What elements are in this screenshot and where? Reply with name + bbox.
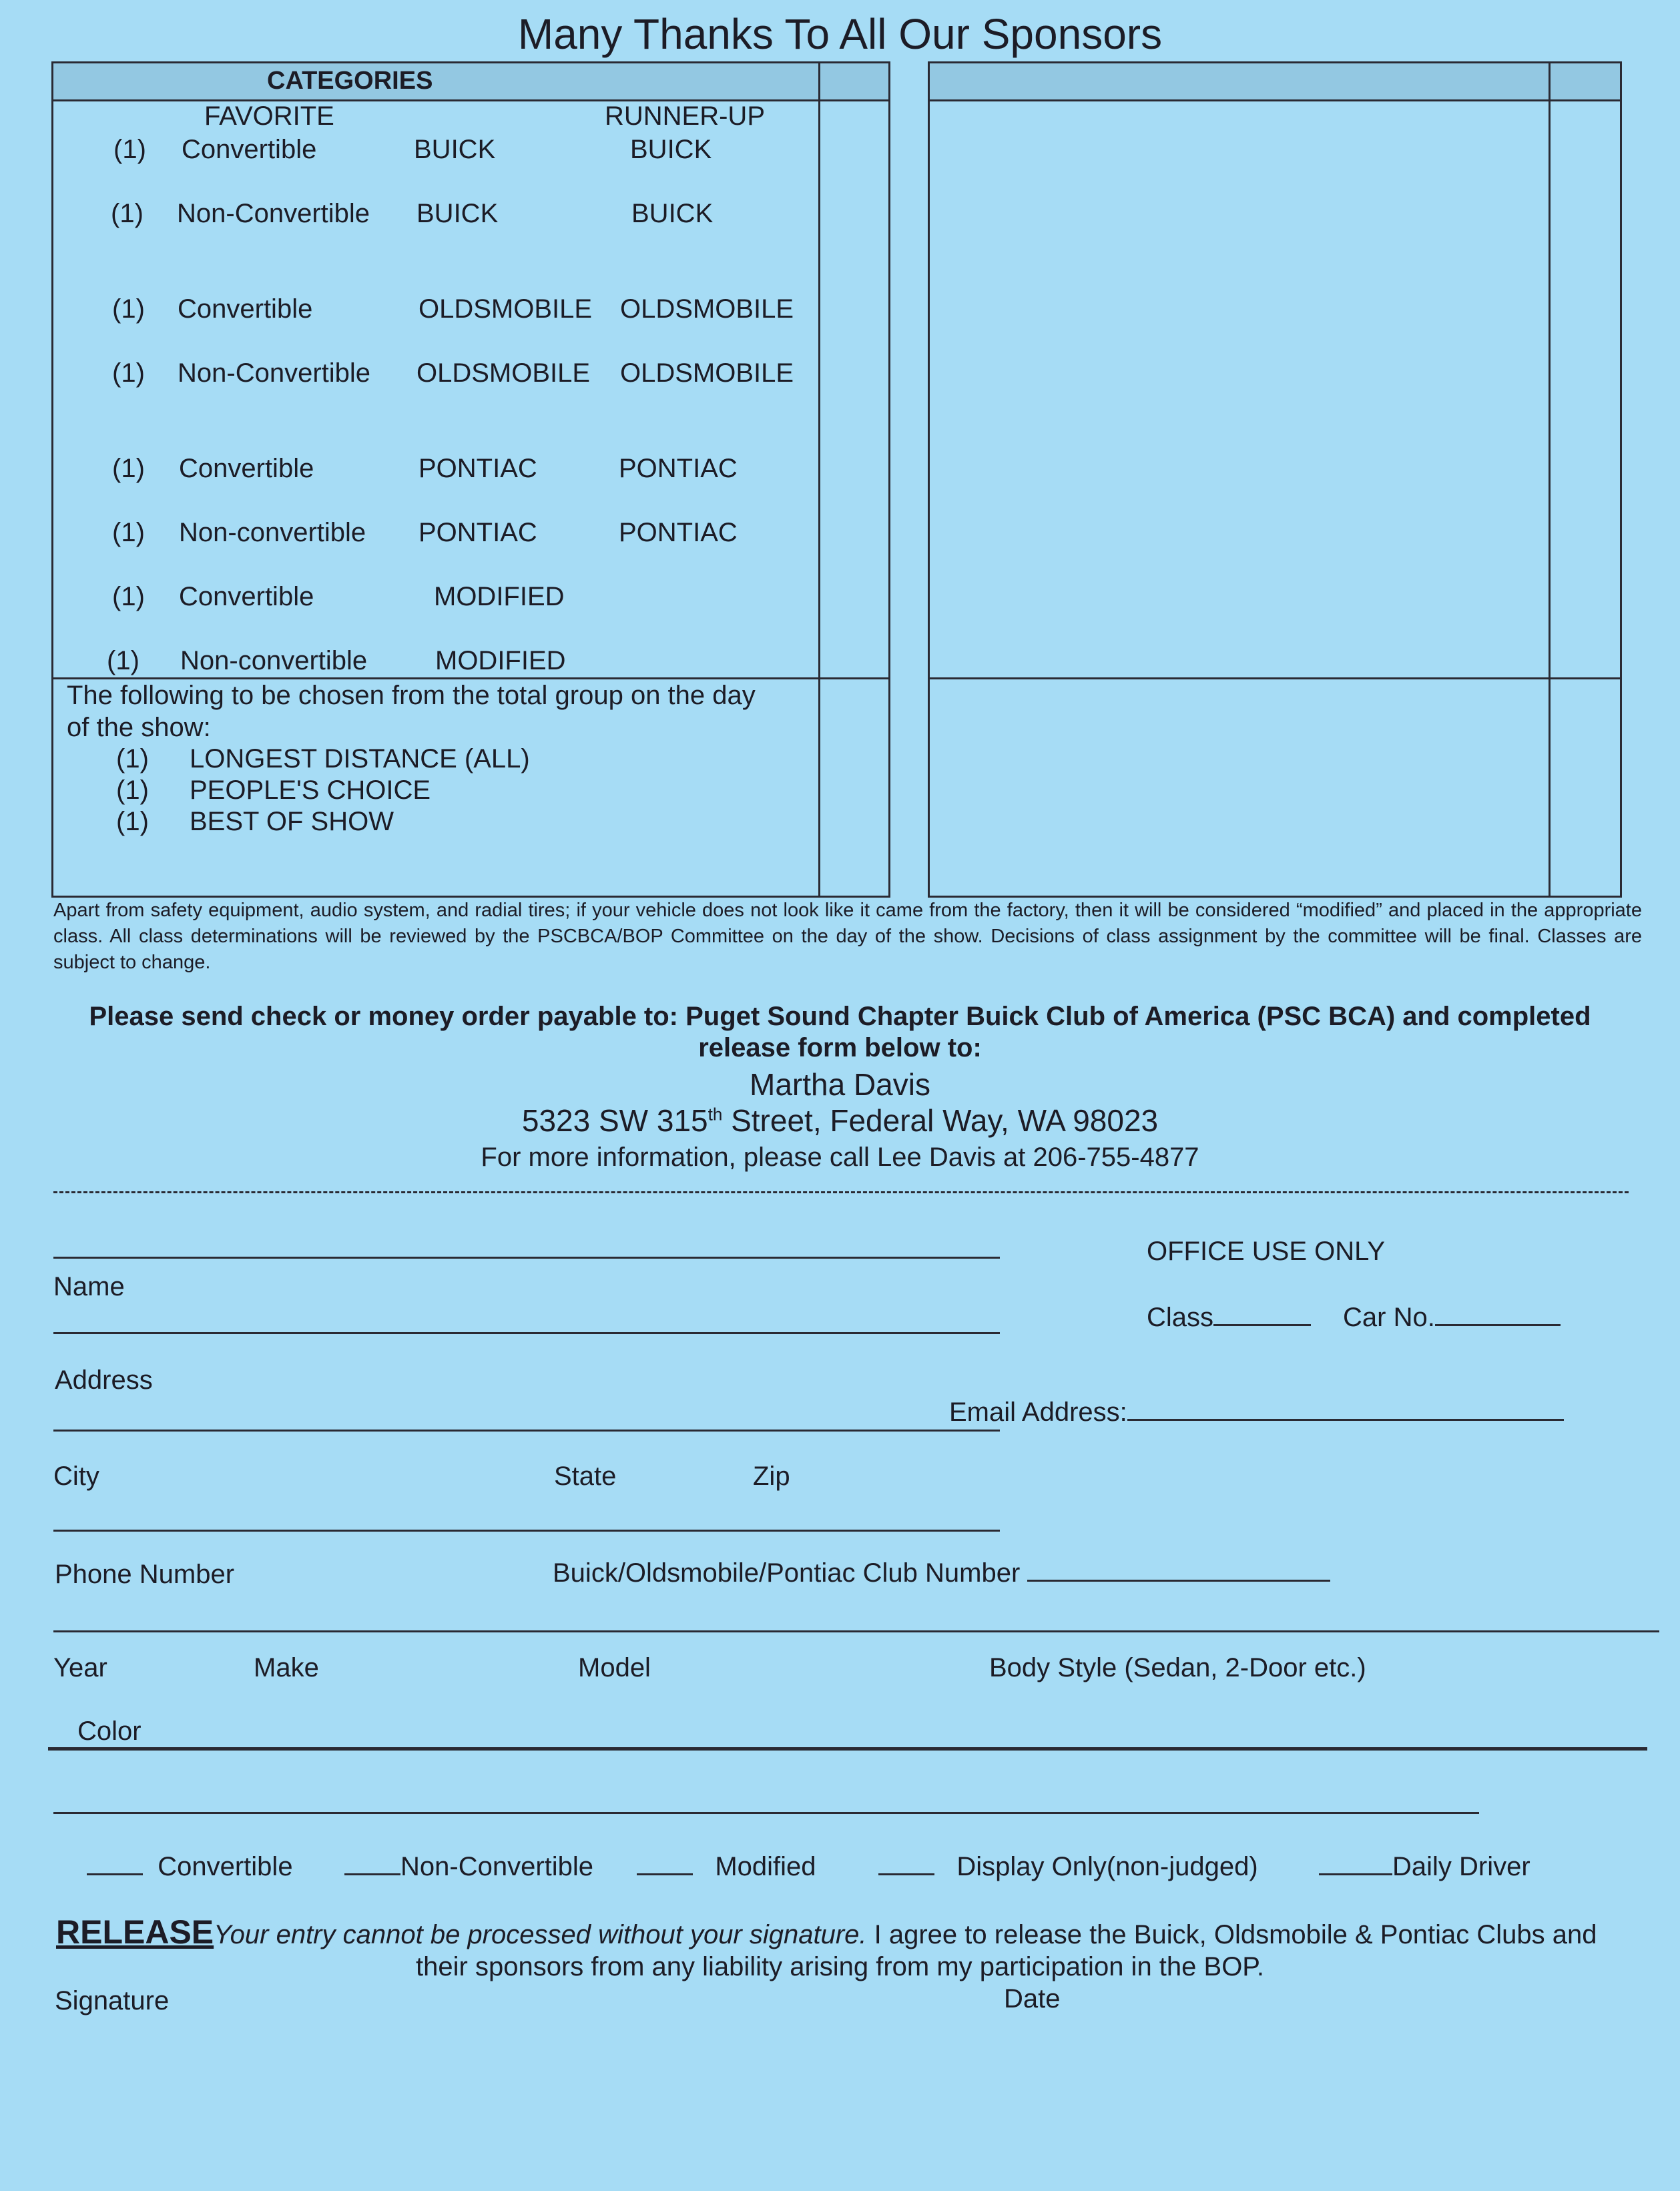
mail-address <box>0 1103 1680 1139</box>
row-type: Non-Convertible <box>177 199 370 228</box>
model-label: Model <box>578 1653 651 1682</box>
daily-driver-blank[interactable] <box>1319 1851 1392 1875</box>
page-title: Many Thanks To All Our Sponsors <box>517 10 1163 58</box>
runner-up-column-header: RUNNER-UP <box>605 101 765 131</box>
city-line[interactable] <box>53 1430 1000 1432</box>
award-count: (1) <box>116 807 149 836</box>
release-title: RELEASE <box>56 1913 214 1951</box>
zip-label: Zip <box>753 1462 790 1491</box>
non-convertible-label: Non-Convertible <box>400 1852 594 1881</box>
email-field[interactable] <box>1127 1396 1564 1421</box>
phone-label: Phone Number <box>55 1560 235 1589</box>
award-label: LONGEST DISTANCE (ALL) <box>190 744 530 773</box>
row-count: (1) <box>112 454 145 483</box>
categories-heading: CATEGORIES <box>267 67 433 95</box>
option-display-only[interactable] <box>878 1851 1258 1882</box>
address-label: Address <box>55 1365 153 1395</box>
name-label: Name <box>53 1272 125 1301</box>
date-label: Date <box>1004 1984 1061 2013</box>
row-count: (1) <box>112 294 145 324</box>
option-daily-driver[interactable] <box>1319 1851 1530 1882</box>
modified-label: Modified <box>715 1852 816 1881</box>
class-label-text: Class <box>1147 1303 1214 1332</box>
club-number-label-text: Buick/Oldsmobile/Pontiac Club Number <box>553 1558 1021 1588</box>
row-favorite: BUICK <box>414 135 496 164</box>
address-line[interactable] <box>53 1332 1000 1334</box>
row-runner-up: OLDSMOBILE <box>620 294 794 324</box>
daily-driver-label: Daily Driver <box>1392 1852 1530 1881</box>
row-type: Convertible <box>179 582 314 611</box>
row-count: (1) <box>112 582 145 611</box>
club-number-field[interactable] <box>1027 1557 1330 1582</box>
car-no-label <box>1343 1301 1561 1333</box>
release-statement <box>56 1913 1597 1951</box>
payment-instructions-line2: release form below to: <box>698 1033 982 1062</box>
address-ordinal: th <box>708 1104 723 1125</box>
release-text-1: I agree to release the Buick, Oldsmobile & Pontiac Clubs and <box>866 1920 1597 1949</box>
signature-label: Signature <box>55 1986 170 2015</box>
row-runner-up: PONTIAC <box>619 454 738 483</box>
class-field[interactable] <box>1213 1301 1311 1326</box>
row-type: Convertible <box>182 135 317 164</box>
sponsors-header-band <box>930 63 1620 101</box>
city-label: City <box>53 1462 99 1491</box>
row-type: Non-Convertible <box>178 358 371 388</box>
row-count: (1) <box>113 135 146 164</box>
option-convertible[interactable] <box>87 1851 293 1882</box>
display-only-blank[interactable] <box>878 1851 934 1875</box>
display-only-label: Display Only(non-judged) <box>956 1852 1258 1881</box>
extra-line[interactable] <box>53 1812 1479 1814</box>
address-suffix: Street, Federal Way, WA 98023 <box>722 1103 1159 1138</box>
body-style-label: Body Style (Sedan, 2-Door etc.) <box>989 1653 1366 1682</box>
contact-info: For more information, please call Lee Davis at 206-755-4877 <box>481 1143 1199 1172</box>
mail-recipient: Martha Davis <box>750 1067 930 1102</box>
row-count: (1) <box>107 646 139 675</box>
row-favorite: MODIFIED <box>434 582 565 611</box>
row-runner-up: OLDSMOBILE <box>620 358 794 388</box>
year-label: Year <box>53 1653 107 1682</box>
award-count: (1) <box>116 744 149 773</box>
row-favorite: OLDSMOBILE <box>416 358 591 388</box>
name-line[interactable] <box>53 1257 1000 1259</box>
convertible-label: Convertible <box>158 1852 293 1881</box>
row-type: Non-convertible <box>180 646 368 675</box>
row-favorite: PONTIAC <box>418 454 537 483</box>
row-type: Non-convertible <box>179 518 366 547</box>
group-intro-line1: The following to be chosen from the total group on the day <box>67 681 756 710</box>
color-line[interactable] <box>48 1747 1647 1751</box>
non-convertible-blank[interactable] <box>344 1851 400 1875</box>
release-text-2: their sponsors from any liability arising from my participation in the BOP. <box>416 1952 1264 1981</box>
row-runner-up: BUICK <box>631 199 714 228</box>
row-runner-up: PONTIAC <box>619 518 738 547</box>
row-type: Convertible <box>178 294 313 324</box>
address-prefix: 5323 SW 315 <box>521 1103 708 1138</box>
convertible-blank[interactable] <box>87 1851 143 1875</box>
award-label: BEST OF SHOW <box>190 807 394 836</box>
payment-instructions-line1: Please send check or money order payable to: Puget Sound Chapter Buick Club of America (PSC BCA) and completed <box>89 1002 1591 1031</box>
row-favorite: OLDSMOBILE <box>418 294 593 324</box>
cut-line <box>53 1191 1629 1193</box>
row-favorite: BUICK <box>416 199 499 228</box>
modified-blank[interactable] <box>637 1851 693 1875</box>
row-count: (1) <box>112 518 145 547</box>
award-count: (1) <box>116 775 149 805</box>
car-no-label-text: Car No. <box>1343 1303 1435 1332</box>
row-favorite: MODIFIED <box>435 646 566 675</box>
release-italic: Your entry cannot be processed without your signature. <box>214 1920 867 1949</box>
email-label-text: Email Address: <box>949 1397 1127 1427</box>
row-count: (1) <box>111 199 144 228</box>
favorite-column-header: FAVORITE <box>204 101 334 131</box>
office-use-label: OFFICE USE ONLY <box>1147 1237 1386 1266</box>
row-count: (1) <box>112 358 145 388</box>
class-label <box>1147 1301 1311 1333</box>
color-label: Color <box>77 1716 142 1746</box>
award-label: PEOPLE'S CHOICE <box>190 775 431 805</box>
state-label: State <box>554 1462 617 1491</box>
row-favorite: PONTIAC <box>418 518 537 547</box>
modified-disclaimer: Apart from safety equipment, audio system, and radial tires; if your vehicle does not look like it came from the factory, then it will be considered “modified” and placed in the appropriate class. All class determinations will be reviewed by the PSCBCA/BOP Committee on the day of the show. Decisions of class assignment by the committee will be final. Classes are subject to change. <box>53 900 1642 973</box>
row-type: Convertible <box>179 454 314 483</box>
phone-line[interactable] <box>53 1530 1000 1532</box>
car-no-field[interactable] <box>1435 1301 1561 1326</box>
email-label <box>949 1396 1564 1428</box>
make-label: Make <box>254 1653 319 1682</box>
club-number-label <box>553 1557 1330 1588</box>
option-modified[interactable] <box>637 1851 816 1882</box>
option-non-convertible[interactable] <box>344 1851 593 1882</box>
vehicle-line[interactable] <box>53 1630 1659 1632</box>
row-runner-up: BUICK <box>630 135 712 164</box>
group-intro-line2: of the show: <box>67 713 211 742</box>
categories-header-band <box>53 63 888 101</box>
sponsors-box <box>928 61 1622 898</box>
